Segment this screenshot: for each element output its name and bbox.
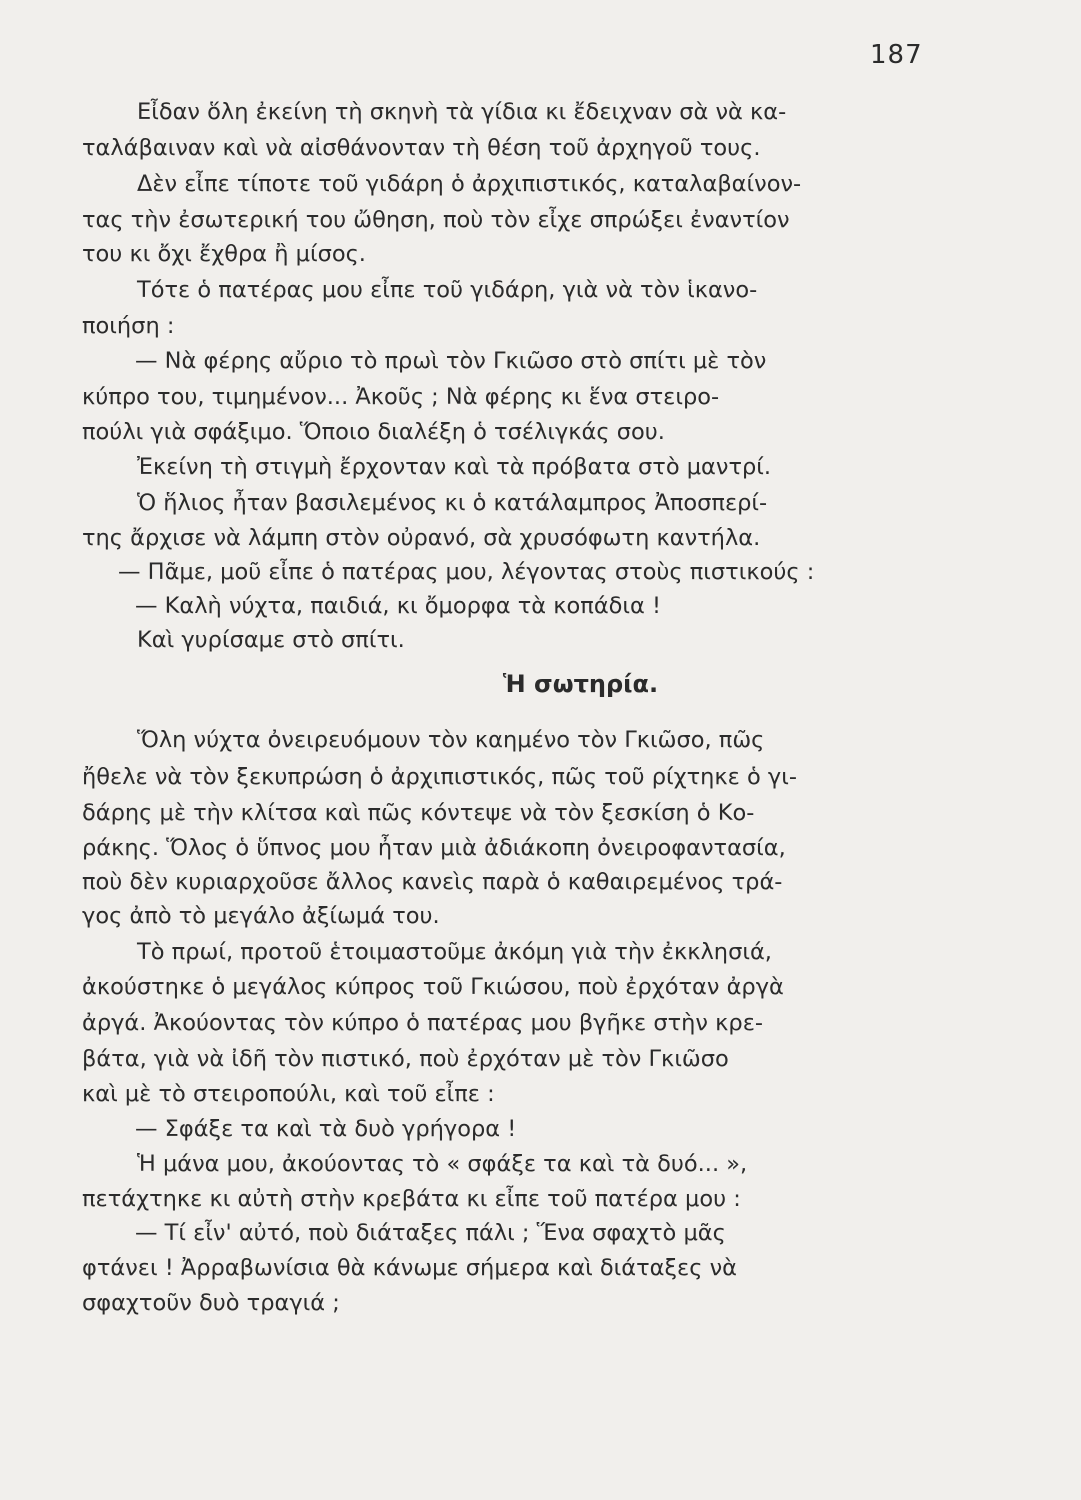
text-line: Τότε ὁ πατέρας μου εἶπε τοῦ γιδάρη, γιὰ νὰ τὸν ἱκανο-: [137, 277, 758, 303]
text-line: Τὸ πρωί, προτοῦ ἑτοιμαστοῦμε ἀκόμη γιὰ τὴν ἐκκλησιά,: [137, 939, 772, 965]
text-line: ἤθελε νὰ τὸν ξεκυπρώση ὁ ἀρχιπιστικός, πῶς τοῦ ρίχτηκε ὁ γι-: [82, 764, 797, 790]
text-line: σφαχτοῦν δυὸ τραγιά ;: [82, 1290, 340, 1316]
text-line: πούλι γιὰ σφάξιμο. Ὅποιο διαλέξη ὁ τσέλιγκάς σου.: [82, 419, 665, 445]
section-heading: Ἡ σωτηρία.: [502, 670, 659, 698]
text-line: ποὺ δὲν κυριαρχοῦσε ἄλλος κανεὶς παρὰ ὁ καθαιρεμένος τρά-: [82, 869, 783, 895]
text-line: γος ἀπὸ τὸ μεγάλο ἀξίωμά του.: [82, 903, 440, 929]
text-line: ἀκούστηκε ὁ μεγάλος κύπρος τοῦ Γκιώσου, ποὺ ἐρχόταν ἀργὰ: [82, 974, 784, 1000]
text-line: ποιήση :: [82, 313, 175, 339]
text-line: — Καλὴ νύχτα, παιδιά, κι ὄμορφα τὰ κοπάδια !: [135, 593, 662, 619]
text-line: της ἄρχισε νὰ λάμπη στὸν οὐρανό, σὰ χρυσόφωτη καντήλα.: [82, 525, 761, 551]
text-line: Ἐκείνη τὴ στιγμὴ ἔρχονταν καὶ τὰ πρόβατα στὸ μαντρί.: [137, 454, 772, 480]
text-line: Εἶδαν ὅλη ἐκείνη τὴ σκηνὴ τὰ γίδια κι ἔδειχναν σὰ νὰ κα-: [137, 99, 787, 125]
text-line: βάτα, γιὰ νὰ ἰδῆ τὸν πιστικό, ποὺ ἐρχόταν μὲ τὸν Γκιῶσο: [82, 1046, 729, 1072]
text-line: Ὅλη νύχτα ὀνειρευόμουν τὸν καημένο τὸν Γκιῶσο, πῶς: [137, 727, 765, 753]
text-line: δάρης μὲ τὴν κλίτσα καὶ πῶς κόντεψε νὰ τὸν ξεσκίση ὁ Κο-: [82, 800, 755, 826]
text-line: ἀργά. Ἀκούοντας τὸν κύπρο ὁ πατέρας μου βγῆκε στὴν κρε-: [82, 1010, 763, 1036]
text-line: Δὲν εἶπε τίποτε τοῦ γιδάρη ὁ ἀρχιπιστικός, καταλαβαίνον-: [137, 171, 802, 197]
text-line: — Τί εἶν' αὐτό, ποὺ διάταξες πάλι ; Ἕνα σφαχτὸ μᾶς: [135, 1220, 726, 1246]
text-line: Ἡ μάνα μου, ἀκούοντας τὸ « σφάξε τα καὶ τὰ δυό... »,: [137, 1151, 748, 1177]
text-line: — Νὰ φέρης αὔριο τὸ πρωὶ τὸν Γκιῶσο στὸ σπίτι μὲ τὸν: [135, 348, 767, 374]
text-line: πετάχτηκε κι αὐτὴ στὴν κρεβάτα κι εἶπε τοῦ πατέρα μου :: [82, 1186, 741, 1212]
text-line: Καὶ γυρίσαμε στὸ σπίτι.: [137, 627, 405, 653]
text-line: φτάνει ! Ἀρραβωνίσια θὰ κάνωμε σήμερα καὶ διάταξες νὰ: [82, 1255, 737, 1281]
text-line: Ὁ ἥλιος ἦταν βασιλεμένος κι ὁ κατάλαμπρος Ἀποσπερί-: [137, 490, 768, 516]
text-line: — Πᾶμε, μοῦ εἶπε ὁ πατέρας μου, λέγοντας στοὺς πιστικούς :: [118, 559, 815, 585]
text-line: ράκης. Ὅλος ὁ ὕπνος μου ἦταν μιὰ ἀδιάκοπη ὀνειροφαντασία,: [82, 835, 786, 861]
text-line: κύπρο του, τιμημένον... Ἀκοῦς ; Νὰ φέρης κι ἕνα στειρο-: [82, 384, 720, 410]
page-number: 187: [870, 40, 923, 70]
text-line: ταλάβαιναν καὶ νὰ αἰσθάνονταν τὴ θέση τοῦ ἀρχηγοῦ τους.: [82, 135, 761, 161]
text-line: τας τὴν ἐσωτερική του ὤθηση, ποὺ τὸν εἶχε σπρώξει ἐναντίον: [82, 207, 790, 233]
text-line: καὶ μὲ τὸ στειροπούλι, καὶ τοῦ εἶπε :: [82, 1081, 495, 1107]
text-line: του κι ὄχι ἔχθρα ἢ μίσος.: [82, 241, 366, 267]
text-line: — Σφάξε τα καὶ τὰ δυὸ γρήγορα !: [135, 1116, 517, 1142]
